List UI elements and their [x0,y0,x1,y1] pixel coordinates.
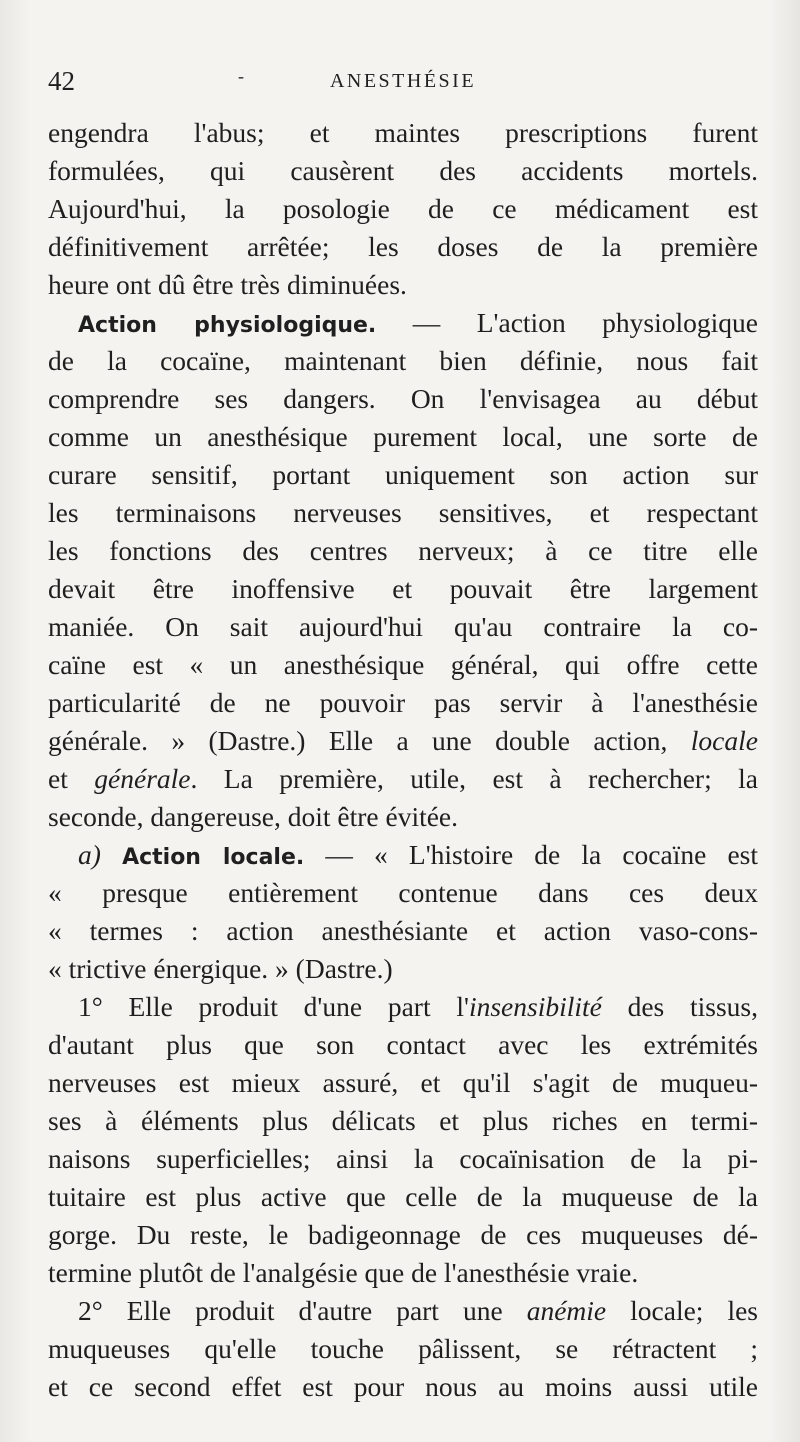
text-run: des tissus, [601,991,758,1022]
text-line: Aujourd'hui, la posologie de ce médicament est [48,193,758,224]
text-run: et [48,763,95,794]
text-line: gorge. Du reste, le badigeonnage de ces muqueuses dé- [48,1219,758,1250]
text-line: « trictive énergique. » (Dastre.) [48,953,393,984]
italic-term: anémie [526,1295,607,1326]
text-line: comprendre ses dangers. On l'envisagea au début [48,383,758,414]
text-line: d'autant plus que son contact avec les extrémités [48,1029,758,1060]
text-line: « termes : action anesthésiante et action vaso-cons- [48,915,758,946]
text-line: tuitaire est plus active que celle de la muqueuse de la [48,1181,758,1212]
text-line [48,304,758,342]
text-line: engendra l'abus; et maintes prescriptions furent [48,117,758,148]
text-line: définitivement arrêtée; les doses de la première [48,231,758,262]
section-heading: Action physiologique. [78,313,377,338]
text-line: termine plutôt de l'analgésie que de l'anesthésie vraie. [48,1257,639,1288]
text-run: locale; les [606,1295,758,1326]
header-mark: - [238,66,244,86]
section-heading: Action locale. [122,845,305,870]
italic-term: locale [690,725,758,756]
text-line [48,836,758,874]
text-line: nerveuses est mieux assuré, et qu'il s'agit de muqueu- [48,1067,758,1098]
text-line: les terminaisons nerveuses sensitives, et respectant [48,497,758,528]
subsection-label: a) [78,839,101,870]
text-line: devait être inoffensive et pouvait être largement [48,573,758,604]
text-line: caïne est « un anesthésique général, qui offre cette [48,649,758,680]
text-run: 1° Elle produit d'une part l' [78,991,469,1022]
body-text [48,114,758,1406]
text-line: heure ont dû être très diminuées. [48,269,407,300]
text-line: naisons superficielles; ainsi la cocaïnisation de la pi- [48,1143,758,1174]
text-line [48,760,758,798]
running-title: ANESTHÉSIE [329,70,477,92]
text-line: curare sensitif, portant uniquement son action sur [48,459,758,490]
text-line: formulées, qui causèrent des accidents mortels. [48,155,758,186]
text-line: les fonctions des centres nerveux; à ce titre elle [48,535,758,566]
italic-term: insensibilité [468,991,602,1022]
text-line: muqueuses qu'elle touche pâlissent, se rétractent ; [48,1333,758,1364]
text-run: générale. » (Dastre.) Elle a une double action, [48,725,691,756]
text-line [48,988,758,1026]
page-number: 42 [48,66,75,96]
text-line: et ce second effet est pour nous au moins aussi utile [48,1371,758,1402]
text-line: comme un anesthésique purement local, une sorte de [48,421,758,452]
text-line: « presque entièrement contenue dans ces deux [48,877,758,908]
text-line [48,722,758,760]
running-head [48,66,758,96]
text-line: de la cocaïne, maintenant bien définie, nous fait [48,345,758,376]
text-run: 2° Elle produit d'autre part une [78,1295,527,1326]
italic-term: générale [94,763,191,794]
text-run: — « L'histoire de la cocaïne est [304,839,758,870]
text-run: — L'action physiologique [376,307,758,338]
text-run: . La première, utile, est à rechercher; la [190,763,758,794]
text-line: maniée. On sait aujourd'hui qu'au contraire la co- [48,611,758,642]
text-line [48,1292,758,1330]
text-line: particularité de ne pouvoir pas servir à l'anesthésie [48,687,758,718]
text-line: seconde, dangereuse, doit être évitée. [48,801,459,832]
text-line: ses à éléments plus délicats et plus riches en termi- [48,1105,758,1136]
